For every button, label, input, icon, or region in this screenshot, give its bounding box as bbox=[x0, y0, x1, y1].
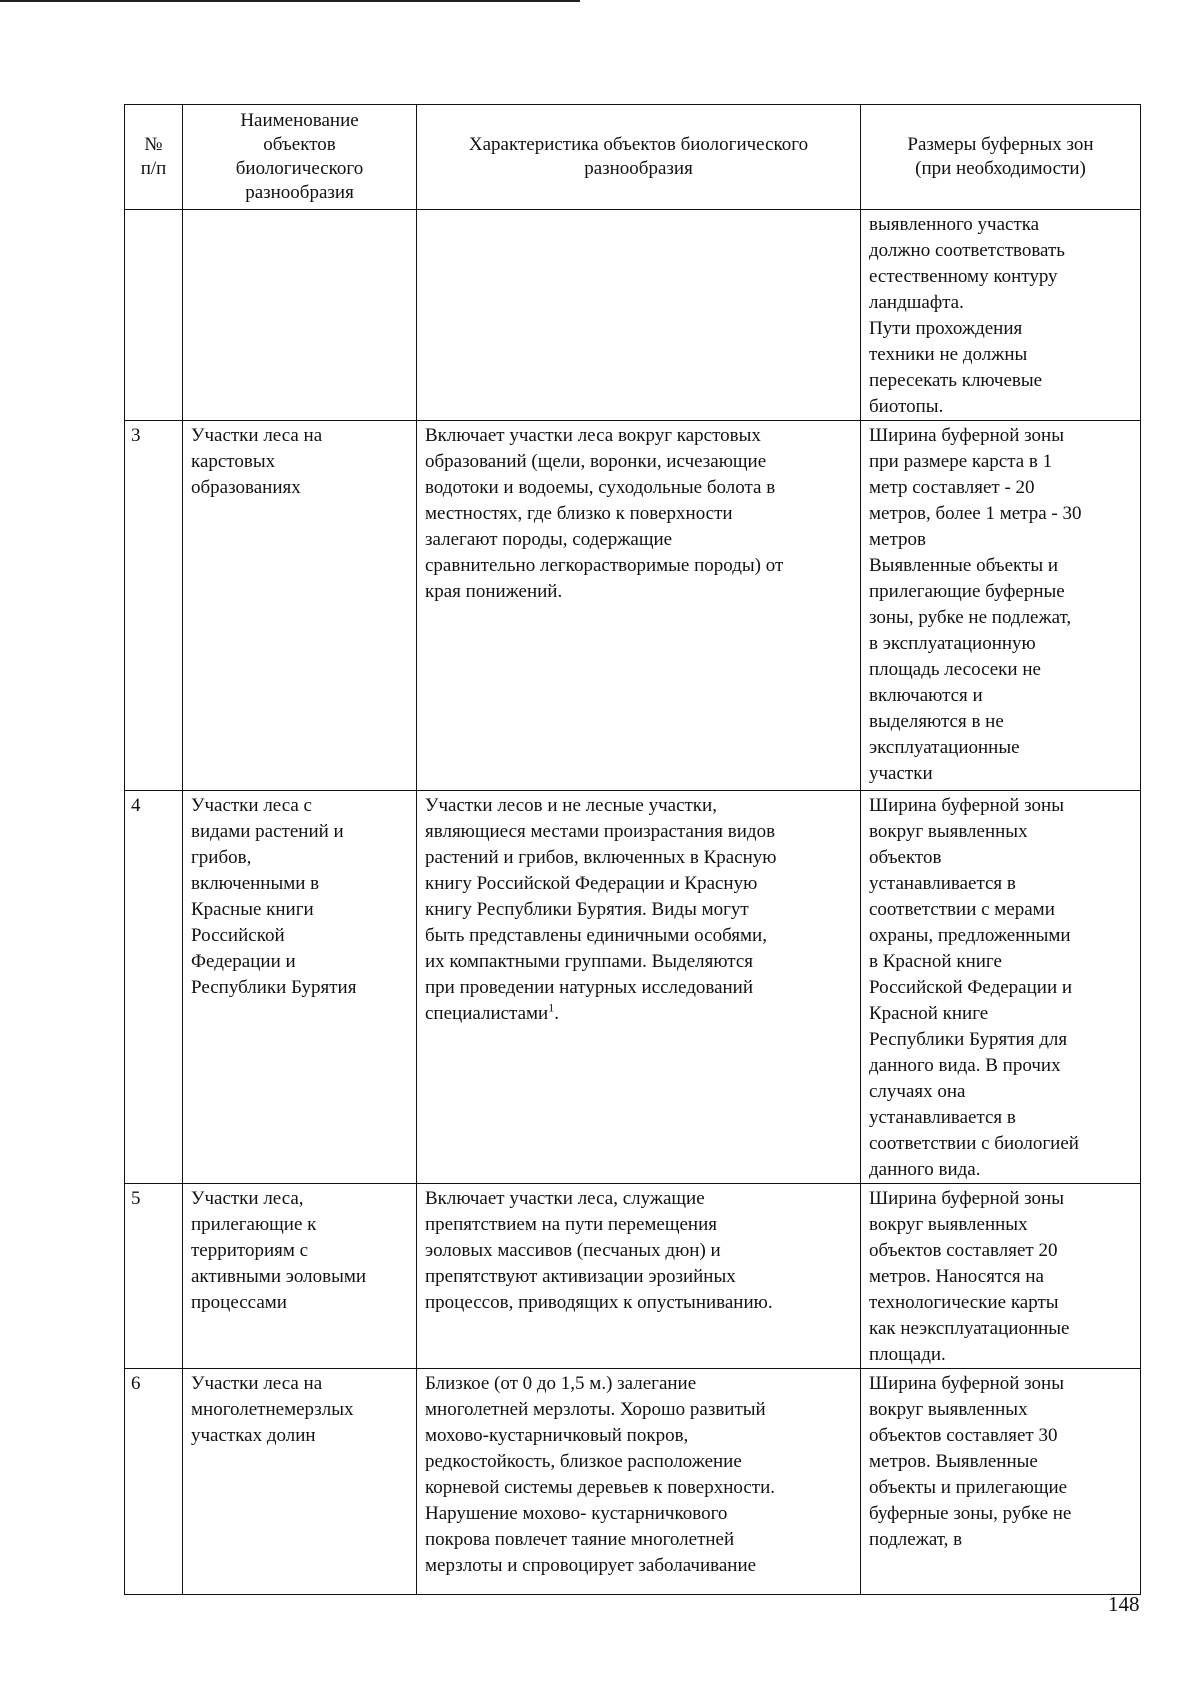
table-row bbox=[125, 421, 1141, 791]
object-name: Участки леса с видами растений и грибов, включенными в Красные книги Российской Федерации и Республики Бурятия bbox=[183, 791, 417, 1184]
row-number bbox=[125, 210, 183, 421]
header-description: Характеристика объектов биологического разнообразия bbox=[417, 105, 861, 210]
object-description: Включает участки леса, служащие препятствием на пути перемещения эоловых массивов (песчаных дюн) и препятствуют активизации эрозийных процессов, приводящих к опустыниванию. bbox=[417, 1184, 861, 1369]
object-name: Участки леса, прилегающие к территориям с активными эоловыми процессами bbox=[183, 1184, 417, 1369]
table-row bbox=[125, 1184, 1141, 1369]
buffer-size: Ширина буферной зоны вокруг выявленных объектов составляет 20 метров. Наносятся на технологические карты как неэксплуатационные площади. bbox=[861, 1184, 1141, 1369]
table-row bbox=[125, 210, 1141, 421]
description-text: Участки лесов и не лесные участки, являющиеся местами произрастания видов растений и грибов, включенных в Красную книгу Российской Федерации и Красную книгу Республики Бурятия. Виды могут быть представлены единичными особями, их компактными группами. Выделяются при проведении натурных исследований специалистами bbox=[425, 795, 777, 1024]
object-description bbox=[417, 791, 861, 1184]
object-name bbox=[183, 210, 417, 421]
buffer-size: выявленного участка должно соответствовать естественному контуру ландшафта. Пути прохождения техники не должны пересекать ключевые биотопы. bbox=[861, 210, 1141, 421]
header-name: Наименование объектов биологического разнообразия bbox=[183, 105, 417, 210]
row-number: 5 bbox=[125, 1184, 183, 1369]
object-description bbox=[417, 210, 861, 421]
object-description: Близкое (от 0 до 1,5 м.) залегание многолетней мерзлоты. Хорошо развитый мохово-кустарничковый покров, редкостойкость, близкое расположение корневой системы деревьев к поверхности. Нарушение мохово- кустарничкового покрова повлечет таяние многолетней мерзлоты и спровоцирует заболачивание bbox=[417, 1369, 861, 1595]
table-row bbox=[125, 791, 1141, 1184]
object-description: Включает участки леса вокруг карстовых образований (щели, воронки, исчезающие водотоки и водоемы, суходольные болота в местностях, где близко к поверхности залегают породы, содержащие сравнительно легкорастворимые породы) от края понижений. bbox=[417, 421, 861, 791]
row-number: 4 bbox=[125, 791, 183, 1184]
buffer-size: Ширина буферной зоны вокруг выявленных объектов составляет 30 метров. Выявленные объекты и прилегающие буферные зоны, рубке не подлежат, в bbox=[861, 1369, 1141, 1595]
scan-top-line bbox=[0, 0, 580, 2]
description-tail: . bbox=[554, 1003, 559, 1024]
table-row bbox=[125, 1369, 1141, 1595]
row-number: 6 bbox=[125, 1369, 183, 1595]
buffer-size: Ширина буферной зоны при размере карста в 1 метр составляет - 20 метров, более 1 метра - 30 метров Выявленные объекты и прилегающие буферные зоны, рубке не подлежат, в эксплуатационную площадь лесосеки не включаются и выделяются в не эксплуатационные участки bbox=[861, 421, 1141, 791]
table-header-row bbox=[125, 105, 1141, 210]
biodiversity-table bbox=[124, 104, 1141, 1595]
row-number: 3 bbox=[125, 421, 183, 791]
buffer-size: Ширина буферной зоны вокруг выявленных объектов устанавливается в соответствии с мерами охраны, предложенными в Красной книге Российской Федерации и Красной книге Республики Бурятия для данного вида. В прочих случаях она устанавливается в соответствии с биологией данного вида. bbox=[861, 791, 1141, 1184]
object-name: Участки леса на многолетнемерзлых участках долин bbox=[183, 1369, 417, 1595]
header-buffer: Размеры буферных зон (при необходимости) bbox=[861, 105, 1141, 210]
header-number: № п/п bbox=[125, 105, 183, 210]
page-number: 148 bbox=[1108, 1592, 1140, 1616]
object-name: Участки леса на карстовых образованиях bbox=[183, 421, 417, 791]
footnote-marker: 1 bbox=[548, 1000, 555, 1015]
